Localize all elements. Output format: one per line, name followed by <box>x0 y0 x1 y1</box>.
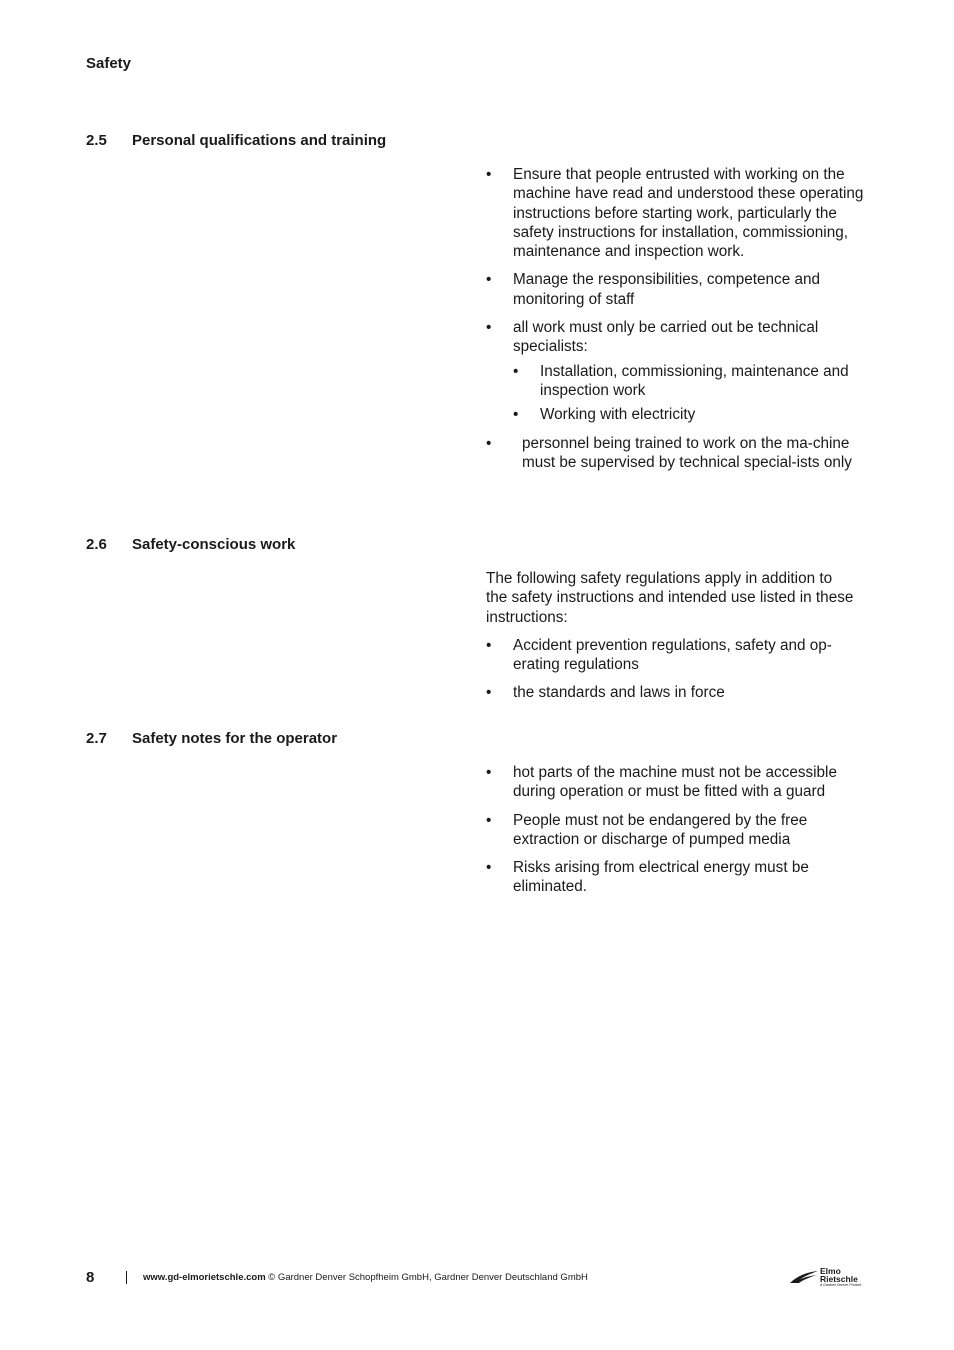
list-item-text: Accident prevention regulations, safety and op-erating regulations <box>513 636 832 674</box>
sub-bullet-list <box>513 362 866 425</box>
list-item-text: People must not be endangered by the free extraction or discharge of pumped media <box>513 811 808 848</box>
section-title: Safety-conscious work <box>132 536 296 553</box>
running-head-title: Safety <box>86 55 132 72</box>
section-heading-2-6 <box>86 536 295 554</box>
list-item <box>486 636 866 675</box>
footer-website-link[interactable]: www.gd-elmorietschle.com <box>143 1271 266 1283</box>
footer-text <box>143 1272 588 1283</box>
sub-list-item <box>513 362 866 401</box>
section-title: Safety notes for the operator <box>132 730 338 747</box>
list-item-text: • personnel being trained to work on the ma-chine must be supervised by technical special-ists only <box>522 434 852 471</box>
section-heading-2-7 <box>86 730 337 748</box>
page-number: 8 <box>86 1268 95 1286</box>
footer-divider <box>126 1271 127 1284</box>
list-item <box>486 318 866 424</box>
list-item-text: Ensure that people entrusted with working on the machine have read and understood these operating instructions before starting work, particularly the safety instructions for installation, commissioning, maintenance and inspection work. <box>513 166 864 261</box>
bullet-list <box>486 763 866 897</box>
section-number: 2.5 <box>86 132 107 149</box>
footer-copyright: © Gardner Denver Schopfheim GmbH, Gardner Denver Deutschland GmbH <box>265 1271 588 1283</box>
section-intro-text: The following safety regulations apply in addition to the safety instructions and intended use listed in these instructions: <box>486 570 854 626</box>
list-item <box>486 434 866 473</box>
logo-tagline: A Gardner Denver Product <box>820 1283 862 1287</box>
list-item <box>486 763 866 802</box>
section-body-2-6 <box>486 569 866 712</box>
list-item <box>486 683 866 702</box>
sub-list-item-text: Installation, commissioning, maintenance and inspection work <box>540 362 849 399</box>
page-footer <box>86 1267 588 1287</box>
bullet-list <box>486 636 866 703</box>
section-body-2-5 <box>486 165 866 481</box>
bullet-list <box>486 165 866 472</box>
section-body-2-7 <box>486 763 866 906</box>
elmo-rietschle-logo <box>789 1266 865 1290</box>
section-title: Personal qualifications and training <box>132 132 387 149</box>
list-item <box>486 811 866 850</box>
section-number: 2.6 <box>86 536 107 553</box>
section-number: 2.7 <box>86 730 107 747</box>
list-item-text: all work must only be carried out be technical specialists: <box>513 319 819 356</box>
list-item-text: Manage the responsibilities, competence and monitoring of staff <box>513 271 820 308</box>
list-item <box>486 858 866 897</box>
list-item <box>486 270 866 309</box>
sub-list-item-text: Working with electricity <box>540 406 696 424</box>
list-item-text: hot parts of the machine must not be accessible during operation or must be fitted with a guard <box>513 764 837 801</box>
list-item <box>486 165 866 261</box>
section-heading-2-5 <box>86 132 386 150</box>
elmo-rietschle-swoosh-icon <box>789 1270 819 1284</box>
logo-wordmark: Elmo Rietschle <box>820 1266 858 1284</box>
list-item-text: the standards and laws in force <box>513 684 725 702</box>
list-item-text: Risks arising from electrical energy must be eliminated. <box>513 859 809 896</box>
sub-list-item <box>513 405 866 424</box>
